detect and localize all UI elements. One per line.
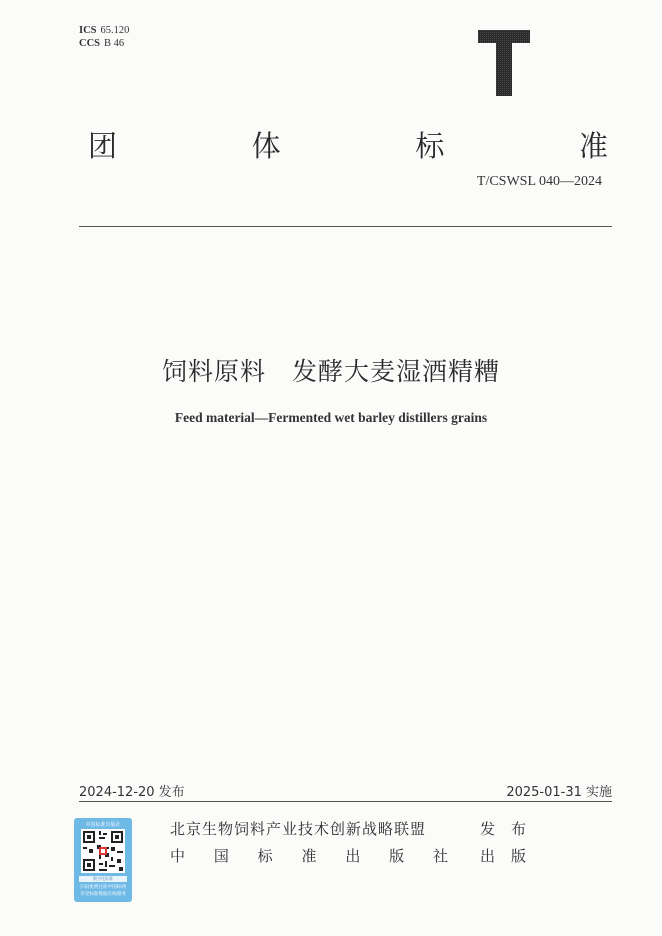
ics-label: ICS <box>79 25 97 36</box>
ics-value: 65.120 <box>100 25 130 36</box>
standard-type-char: 标 <box>415 129 445 163</box>
standard-number: T/CSWSL 040—2024 <box>476 174 602 189</box>
issuer-name: 北京生物饲料产业技术创新战略联盟 <box>170 820 427 838</box>
qr-card-line1: 扫码免费注册中国标网 <box>80 885 126 890</box>
printer-role-char: 版 <box>510 847 526 865</box>
issuer-role-char: 发 <box>480 820 496 838</box>
footer-divider <box>79 801 612 802</box>
ccs-code <box>79 37 129 50</box>
ccs-value: B 46 <box>104 38 125 49</box>
printer-role <box>480 845 526 866</box>
printer-char: 社 <box>432 847 448 865</box>
ics-code <box>79 24 129 37</box>
issue-date: 2024-12-20 发布 <box>79 785 185 800</box>
printer-char: 国 <box>213 847 229 865</box>
title-english: Feed material—Fermented wet barley distillers grains <box>174 410 488 425</box>
group-standard-t-logo <box>478 30 530 96</box>
header-divider <box>79 226 612 227</box>
printer-char: 出 <box>345 847 361 865</box>
issuer-role <box>480 818 526 839</box>
standard-type-char: 团 <box>88 129 118 163</box>
implementation-date: 2025-01-31 实施 <box>506 785 612 800</box>
title-chinese <box>0 352 662 388</box>
standard-type-heading <box>88 124 608 164</box>
qr-card-line2: 享受标准数据在线服务 <box>80 892 126 897</box>
qr-code-card[interactable] <box>74 818 132 902</box>
printer-char: 版 <box>389 847 405 865</box>
title-chinese-part1: 饲料原料 <box>161 357 266 386</box>
qr-card-header: 中国标准出版社 <box>85 822 121 828</box>
printer-char: 准 <box>301 847 317 865</box>
printer-char: 中 <box>170 847 186 865</box>
standard-type-char: 体 <box>251 129 281 163</box>
qr-card-middle-label: 数字化标准 <box>79 876 127 882</box>
printer-name <box>170 845 448 866</box>
standard-type-char: 准 <box>578 129 608 163</box>
printer-char: 标 <box>257 847 273 865</box>
issuer-role-char: 布 <box>510 820 526 838</box>
qr-code-icon <box>81 829 125 873</box>
classification-codes <box>79 24 129 50</box>
printer-role-char: 出 <box>480 847 496 865</box>
title-chinese-part2: 发酵大麦湿酒精糟 <box>292 357 501 386</box>
ccs-label: CCS <box>79 38 101 49</box>
